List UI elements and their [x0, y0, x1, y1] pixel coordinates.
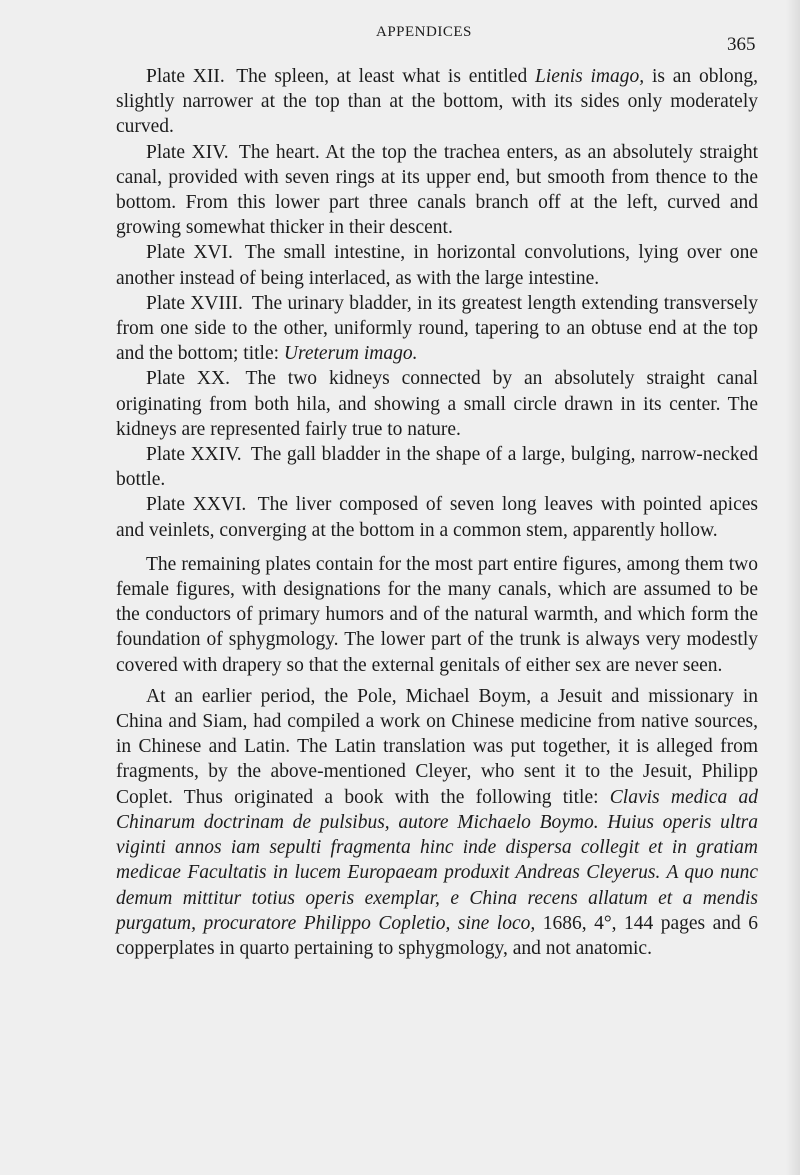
plate-xiv-paragraph [116, 140, 758, 241]
plate-xviii-paragraph [116, 291, 758, 367]
plate-xx-paragraph [116, 366, 758, 442]
plate-label: Plate XX. [146, 368, 230, 390]
remaining-plates-paragraph: The remaining plates contain for the most part entire figures, among them two female figures, with designations for the many canals, which are assumed to be the conductors of primary humors and of the natural warmth, and which form the foundation of sphygmology. The lower part of the trunk is always very modestly covered with drapery so that the external genitals of either sex are never seen. [116, 553, 758, 676]
page-edge-shadow [786, 0, 800, 1175]
plate-xxiv-paragraph [116, 442, 758, 492]
plate-xvi-paragraph [116, 240, 758, 290]
plate-title-italic: Ureterum imago. [283, 343, 418, 365]
plate-title-italic: Lienis imago, [535, 66, 645, 87]
book-title-italic: Clavis medica ad Chinarum doctrinam de pulsibus, autore Michaelo Boymo. Huius operis ultra viginti annos iam sepulti fragmenta hinc inde dispersa collegit et in gratiam medicae Facultatis in lucem Europaeam produxit Andreas Cleyerus. A quo nunc demum mittitur totius operis exemplar, [116, 786, 758, 909]
boym-text [440, 888, 450, 909]
plate-text: The liver composed of seven long leaves with pointed apices and veinlets, converging at the bottom in a common stem, apparently hollow. [116, 494, 758, 541]
plate-label: Plate XII. [146, 66, 225, 87]
plate-text: The two kidneys connected by an absolutely straight canal originating from both hila, and showing a small circle drawn in its center. The kidneys are represented fairly true to nature. [116, 368, 758, 440]
plate-label: Plate XVI. [146, 242, 233, 264]
plate-label: Plate XIV. [146, 141, 229, 163]
book-title-italic: e China recens allatum et a mendis purgatum, procuratore Philippo Copletio, sine loco, [116, 887, 758, 934]
body-text [116, 64, 758, 961]
plate-text: The heart. At the top the trachea enters, as an absolutely straight canal, provided with seven rings at its upper end, but smooth from thence to the bottom. From this lower part three canals branch off at the left, curved and growing somewhat thicker in their descent. [116, 141, 758, 239]
plate-xxvi-paragraph [116, 492, 758, 542]
plate-text: The small intestine, in horizontal convolutions, lying over one another instead of being interlaced, as with the large intestine. [116, 242, 758, 289]
boym-text: 1686, 4°, 144 pages and 6 copperplates in quarto pertaining to sphygmology, and not anatomic. [116, 912, 758, 959]
plate-text: The gall bladder in the shape of a large, bulging, narrow-necked bottle. [116, 444, 758, 491]
boym-paragraph [116, 684, 758, 961]
plate-text: is an oblong, slightly narrower at the top than at the bottom, with its sides only moderately curved. [116, 66, 758, 138]
page-number: 365 [727, 34, 756, 55]
plate-text: The spleen, at least what is entitled [228, 66, 536, 87]
plate-xii-paragraph [116, 64, 758, 140]
plate-label: Plate XVIII. [146, 292, 243, 314]
plate-label: Plate XXIV. [146, 444, 242, 466]
running-head: APPENDICES [376, 24, 472, 40]
plate-text: The urinary bladder, in its greatest length extending transversely from one side to the other, uniformly round, tapering to an obtuse end at the top and the bottom; title: [116, 292, 758, 365]
boym-text: At an earlier period, the Pole, Michael Boym, a Jesuit and missionary in China and Siam, had compiled a work on Chinese medicine from native sources, in Chinese and Latin. The Latin translation was put together, it is alleged from fragments, by the above-mentioned Cleyer, who sent it to the Jesuit, Philipp Coplet. Thus originated a book with the following title: [116, 685, 758, 808]
plate-label: Plate XXVI. [146, 494, 247, 516]
